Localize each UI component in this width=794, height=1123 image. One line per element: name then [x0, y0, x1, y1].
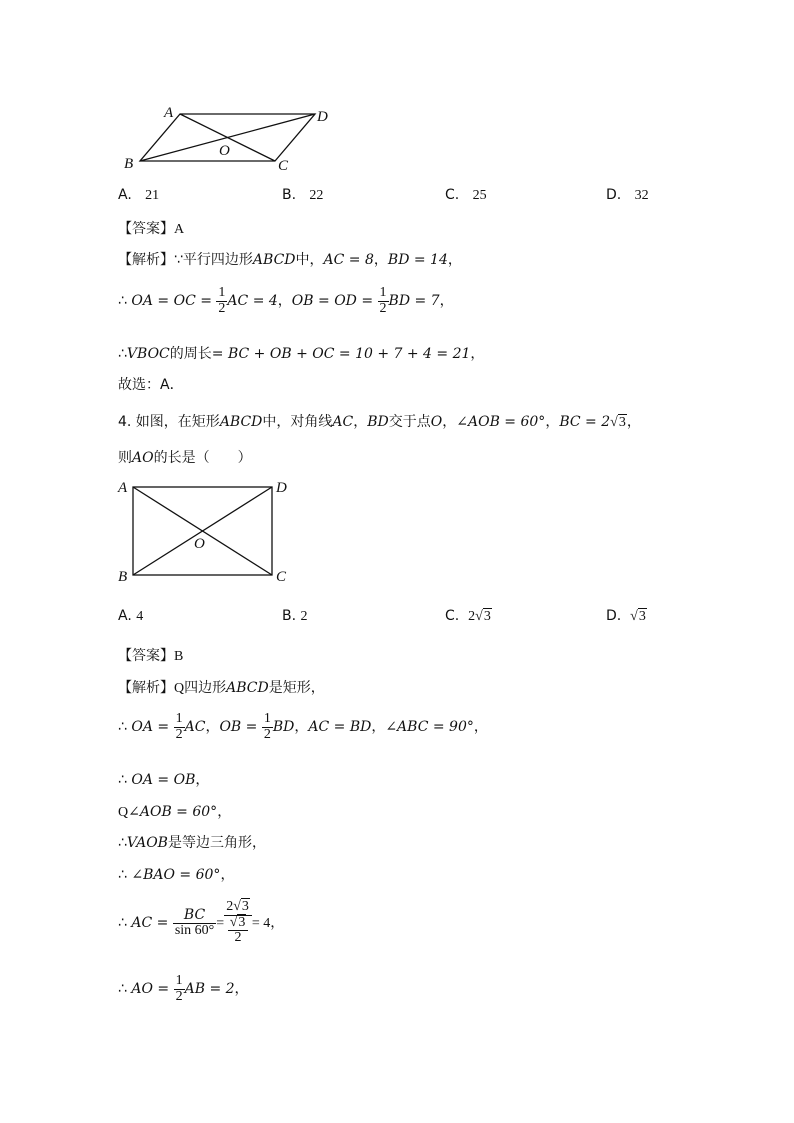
numerator: 1	[218, 285, 226, 300]
comma: ，	[626, 414, 641, 430]
therefore-symbol: ∴	[118, 981, 127, 998]
numerator: 1	[379, 285, 387, 300]
denominator: 2	[175, 988, 183, 1004]
therefore-symbol: ∴	[118, 915, 127, 932]
math-abcd: ABCD	[226, 680, 269, 696]
q3-option-d	[606, 187, 649, 204]
comma: ，	[220, 867, 235, 883]
numerator: 1	[263, 711, 271, 726]
q4-option-letter: B.	[282, 608, 297, 624]
answer-value: B	[174, 649, 184, 664]
therefore-symbol: ∴	[118, 293, 127, 310]
q4-answer	[118, 645, 183, 665]
comma: ，	[353, 414, 368, 430]
q4-analysis-s5	[118, 832, 266, 852]
q3-analysis-line1	[118, 249, 462, 269]
q3-analysis-line2	[118, 286, 454, 316]
q4-analysis-s3	[118, 769, 209, 789]
q3-option-c	[445, 187, 487, 204]
math-ac-lhs: AC =	[131, 915, 169, 932]
denominator: 2	[175, 726, 183, 742]
q4-option-b	[282, 608, 308, 625]
comma: ，	[294, 719, 309, 736]
sqrt-3: √3	[475, 609, 491, 624]
vertex-label-b: B	[118, 569, 128, 585]
math-angle-bao: ∠BAO = 60°	[131, 867, 221, 883]
therefore-symbol: ∴	[118, 867, 127, 883]
denominator: 2	[263, 726, 271, 742]
vertex-label-d: D	[276, 480, 287, 496]
because-text: ∵平行四边形	[174, 252, 253, 268]
q4-option-letter: A.	[118, 608, 132, 624]
comma: ，	[442, 414, 457, 430]
therefore-symbol: ∴	[118, 772, 127, 788]
text: 则	[118, 450, 132, 466]
q4-option-letter: D.	[606, 608, 622, 624]
fraction-half	[174, 712, 185, 742]
math-oa-eq-ob: OA = OB	[131, 772, 196, 788]
q3-option-value: 32	[634, 188, 649, 203]
q3-option-value: 25	[472, 188, 487, 203]
q4-stem-line1	[118, 411, 641, 431]
math-bd: BD	[272, 719, 295, 736]
sqrt-3: √3	[233, 899, 249, 914]
radicand: 3	[618, 415, 626, 430]
math-o: O	[430, 414, 443, 430]
math-ac: AC	[184, 719, 206, 736]
answer-tag: 【答案】	[118, 648, 174, 664]
q3-option-value: 22	[309, 188, 324, 203]
result: = 4	[251, 916, 271, 932]
q4-analysis-s8	[118, 974, 249, 1004]
because-symbol: Q	[174, 681, 185, 696]
denominator: 2	[218, 300, 226, 316]
text: 交于点	[388, 414, 431, 430]
numerator: BC	[173, 908, 216, 924]
q4-option-letter: C.	[445, 608, 460, 624]
math-angle-abc: ∠ABC = 90°	[385, 719, 474, 736]
text: 是等边三角形，	[167, 835, 266, 851]
q3-option-letter: C.	[445, 187, 460, 203]
comma: ，	[205, 719, 220, 736]
math-ac-4: AC = 4	[227, 293, 278, 310]
q4-analysis-s7	[118, 900, 284, 946]
comma: ，	[545, 414, 560, 430]
comma: ，	[270, 915, 285, 932]
fraction-bc-over-sin60	[173, 908, 216, 938]
q4-option-c	[445, 608, 492, 625]
comma: ，	[217, 804, 232, 820]
fraction-sqrt3-over-2	[228, 916, 249, 946]
math-abcd: ABCD	[252, 252, 296, 268]
numerator	[228, 916, 249, 932]
math-oa-oc: OA = OC =	[131, 293, 212, 310]
vertex-label-b: B	[124, 156, 134, 172]
sqrt-3: √3	[610, 415, 626, 430]
analysis-tag: 【解析】	[118, 680, 174, 696]
numerator: 1	[175, 973, 183, 988]
math-triangle-boc: VBOC	[126, 346, 170, 362]
text: 是矩形，	[268, 680, 325, 696]
radicand: 3	[638, 609, 646, 624]
q4-analysis-s1	[118, 677, 325, 697]
denominator: sin 60°	[174, 922, 215, 938]
fraction-half	[378, 286, 389, 316]
q3-option-letter: B.	[282, 187, 297, 203]
vertex-label-a: A	[118, 480, 128, 496]
comma: ，	[277, 293, 292, 310]
math-ob: OB =	[219, 719, 258, 736]
q4-option-a	[118, 608, 143, 625]
center-label-o: O	[219, 143, 230, 159]
math-ac-eq-bd: AC = BD	[308, 719, 372, 736]
vertex-label-c: C	[276, 569, 287, 585]
parallelogram-figure	[110, 100, 340, 175]
comma: ，	[470, 346, 485, 362]
math-abcd: ABCD	[219, 414, 263, 430]
fraction-half	[216, 286, 227, 316]
sqrt-3: √3	[229, 914, 246, 930]
text: 的周长	[169, 346, 212, 362]
denominator: 2	[234, 930, 242, 946]
math-bd-7: BD = 7	[388, 293, 440, 310]
rectangle-figure	[112, 476, 302, 586]
text: 4. 如图，在矩形	[118, 414, 220, 430]
answer-tag: 【答案】	[118, 221, 174, 237]
comma: ，	[371, 719, 386, 736]
q3-option-a	[118, 187, 159, 204]
text: 的长是（ ）	[153, 450, 252, 466]
math-ob-od: OB = OD =	[291, 293, 374, 310]
text: 中，对角线	[262, 414, 333, 430]
math-perimeter-expr: = BC + OB + OC = 10 + 7 + 4 = 21	[211, 346, 471, 362]
q3-conclusion: 故选：A．	[118, 377, 184, 393]
q4-stem-line2	[118, 447, 252, 467]
center-label-o: O	[194, 536, 205, 552]
comma: ，	[447, 252, 462, 268]
q3-option-value: 21	[145, 188, 160, 203]
math-ab-2: AB = 2	[184, 981, 235, 998]
q3-analysis-line3	[118, 343, 484, 363]
math-angle-aob: ∠AOB = 60°	[456, 414, 546, 430]
because-symbol: Q	[118, 805, 129, 820]
q4-option-coef: 2	[468, 609, 476, 624]
q3-option-letter: A.	[118, 187, 132, 203]
fraction-half	[262, 712, 273, 742]
fraction-half	[174, 974, 185, 1004]
comma: ，	[373, 252, 388, 268]
math-bd-value: BD = 14	[387, 252, 448, 268]
coef: 2	[226, 899, 234, 914]
math-bc: BC = 2	[559, 414, 611, 430]
text: 中，	[295, 252, 324, 268]
therefore-symbol: ∴	[118, 719, 127, 736]
sqrt-3: √3	[630, 609, 646, 624]
therefore-symbol: ∴	[118, 346, 127, 362]
denominator	[224, 916, 252, 946]
text: 四边形	[184, 680, 227, 696]
q4-analysis-s6	[118, 864, 234, 884]
comma: ，	[439, 293, 454, 310]
answer-value: A	[174, 222, 185, 237]
denominator: 2	[379, 300, 387, 316]
numerator: 1	[175, 711, 183, 726]
math-triangle-aob: VAOB	[126, 835, 168, 851]
vertex-label-a: A	[164, 105, 174, 121]
math-ac-value: AC = 8	[323, 252, 374, 268]
q4-option-value: 2	[300, 609, 308, 624]
q3-option-letter: D.	[606, 187, 622, 203]
q4-option-value: 4	[136, 609, 144, 624]
math-bd: BD	[367, 414, 389, 430]
vertex-label-d: D	[317, 109, 328, 125]
fraction-complex	[224, 900, 252, 946]
comma: ，	[473, 719, 488, 736]
radicand: 3	[241, 899, 249, 914]
q3-answer	[118, 218, 184, 238]
math-ao: AO	[132, 450, 154, 466]
radicand: 3	[238, 914, 246, 930]
radicand: 3	[483, 609, 491, 624]
q4-analysis-s4	[118, 801, 231, 821]
math-oa: OA =	[131, 719, 170, 736]
therefore-symbol: ∴	[118, 835, 127, 851]
math-angle-aob: ∠AOB = 60°	[128, 804, 218, 820]
comma: ，	[195, 772, 210, 788]
comma: ，	[234, 981, 249, 998]
q3-option-b	[282, 187, 323, 204]
equals: =	[216, 916, 225, 932]
q4-analysis-s2	[118, 712, 488, 742]
math-ac: AC	[332, 414, 354, 430]
vertex-label-c: C	[278, 158, 289, 174]
analysis-tag: 【解析】	[118, 252, 174, 268]
q4-option-d	[606, 608, 647, 625]
math-ao-lhs: AO =	[131, 981, 170, 998]
